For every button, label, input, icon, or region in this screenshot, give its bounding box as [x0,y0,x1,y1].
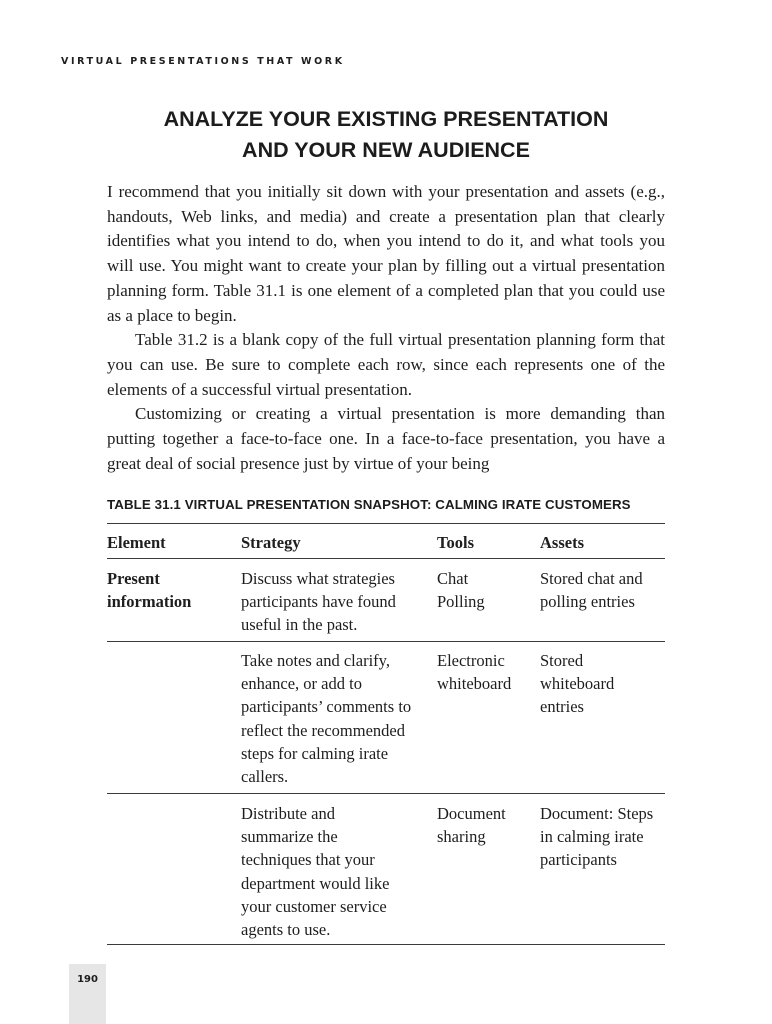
row-3-tools [437,802,537,848]
page-number-tab [69,964,106,1024]
table-header-rule [107,558,665,559]
section-title-line-1: ANALYZE YOUR EXISTING PRESENTATION [163,107,609,131]
row-divider [107,641,665,642]
table-top-rule [107,523,665,524]
running-head: VIRTUAL PRESENTATIONS THAT WORK [61,56,345,67]
cell-line: entries [540,697,584,717]
section-title [0,104,772,166]
column-header-assets: Assets [540,533,584,552]
cell-line: agents to use. [241,920,331,940]
row-divider [107,793,665,794]
column-header-element: Element [107,533,166,552]
page-number: 190 [77,974,98,985]
row-1-tools [437,567,537,613]
cell-line: reflect the recommended [241,720,405,740]
cell-line: sharing [437,827,486,847]
cell-line: Discuss what strategies [241,569,395,588]
cell-line: Electronic [437,651,505,670]
cell-line: Stored [540,651,584,670]
paragraph-3: Customizing or creating a virtual presentation is more demanding than putting together a face-to-face one. In a face-to-face presentation, you have a great deal of social presence just by virtue of your being [107,404,665,473]
cell-line: Polling [437,592,485,612]
cell-line: summarize the [241,827,338,847]
cell-line: whiteboard [540,674,615,694]
paragraph-2: Table 31.2 is a blank copy of the full virtual presentation planning form that you can use. Be sure to complete each row, since each represents one of the elements of a successful virtual presentation. [107,330,665,399]
row-3-assets [540,802,670,872]
cell-line: Stored chat and [540,569,643,588]
row-1-assets [540,567,670,613]
paragraph-1: I recommend that you initially sit down with your presentation and assets (e.g., handouts, Web links, and media) and create a presentation plan that clearly identifies what you intend to do, when you intend to do it, and what tools you will use. You might want to create your plan by filling out a virtual presentation planning form. Table 31.1 is one element of a completed plan that you could use as a place to begin. [107,182,665,325]
cell-line: participants [540,850,617,870]
cell-line: in calming irate [540,827,644,847]
table-bottom-rule [107,944,665,945]
row-2-strategy [241,649,433,788]
row-1-element [107,567,232,613]
cell-line: useful in the past. [241,615,358,635]
cell-line: participants’ comments to [241,697,412,717]
cell-line: callers. [241,767,289,787]
cell-line: Chat [437,569,469,588]
cell-line: techniques that your [241,850,375,870]
cell-line: participants have found [241,592,396,612]
cell-line: information [107,592,192,612]
cell-line: Take notes and clarify, [241,651,390,670]
cell-line: Document [437,804,506,823]
cell-line: Distribute and [241,804,335,823]
cell-line: whiteboard [437,674,512,694]
cell-line: Present [107,569,160,588]
row-2-assets [540,649,670,719]
section-title-line-2: AND YOUR NEW AUDIENCE [242,138,530,162]
column-header-strategy: Strategy [241,533,301,552]
column-header-tools: Tools [437,533,474,552]
body-text [107,180,665,476]
table-caption: TABLE 31.1 VIRTUAL PRESENTATION SNAPSHOT: CALMING IRATE CUSTOMERS [107,497,631,512]
cell-line: enhance, or add to [241,674,362,694]
cell-line: steps for calming irate [241,743,389,763]
cell-line: Document: Steps [540,804,654,823]
row-1-strategy [241,567,433,637]
cell-line: polling entries [540,592,635,612]
row-3-strategy [241,802,433,941]
row-2-tools [437,649,537,695]
cell-line: department would like [241,873,390,893]
cell-line: your customer service [241,896,387,916]
